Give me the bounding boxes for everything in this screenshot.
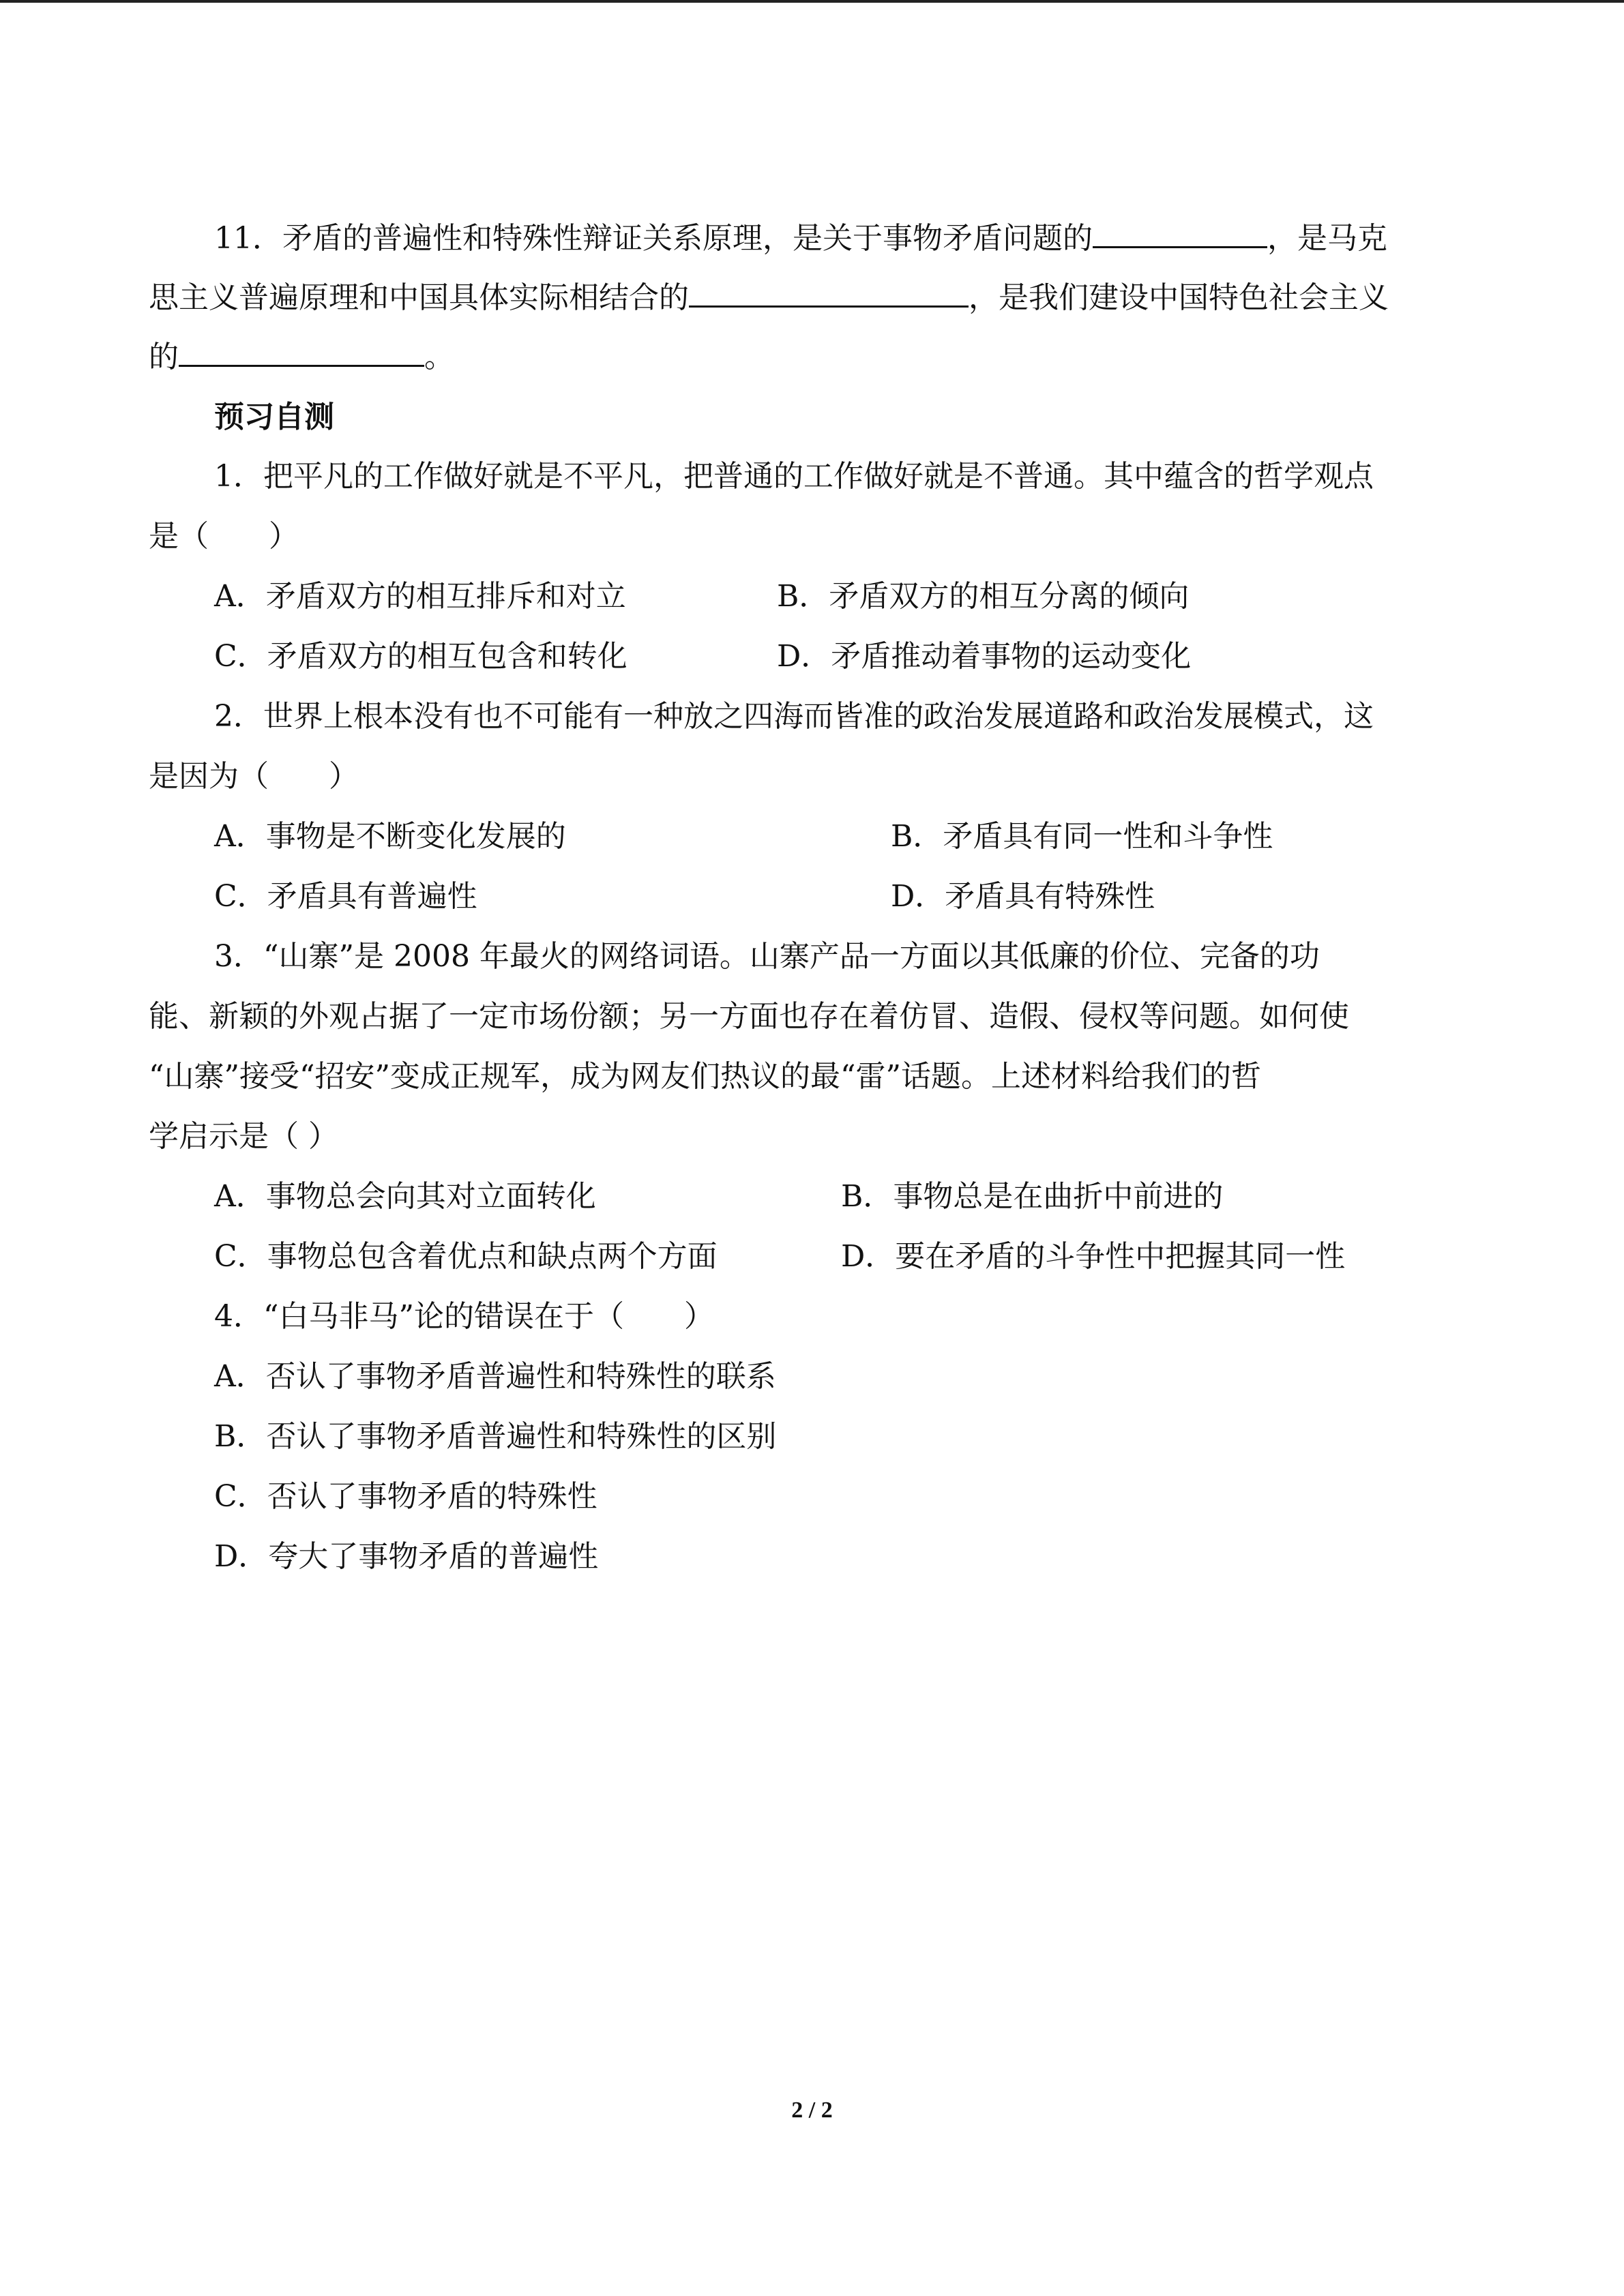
- q2-stem-line-2: 是因为（ ）: [149, 759, 359, 794]
- q3-option-d[interactable]: D．要在矛盾的斗争性中把握其同一性: [841, 1239, 1346, 1274]
- q11-mid1: ，是马克: [1267, 221, 1387, 256]
- q2-option-c[interactable]: C．矛盾具有普遍性: [214, 879, 477, 914]
- q4-stem-line-1: 4．“白马非马”论的错误在于（ ）: [214, 1299, 714, 1334]
- q1-option-c[interactable]: C．矛盾双方的相互包含和转化: [214, 639, 628, 674]
- q3-option-b[interactable]: B．事物总是在曲折中前进的: [841, 1179, 1224, 1214]
- q3-stem-line-1: 3．“山寨”是 2008 年最火的网络词语。山寨产品一方面以其低廉的价位、完备的功: [214, 939, 1320, 974]
- q3-option-c[interactable]: C．事物总包含着优点和缺点两个方面: [214, 1239, 718, 1274]
- q4-option-b[interactable]: B．否认了事物矛盾普遍性和特殊性的区别: [214, 1419, 777, 1454]
- q2-option-a[interactable]: A．事物是不断变化发展的: [214, 819, 566, 854]
- q1-option-d[interactable]: D．矛盾推动着事物的运动变化: [777, 639, 1192, 674]
- q11-prefix: 11．矛盾的普遍性和特殊性辩证关系原理，是关于事物矛盾问题的: [214, 221, 1093, 256]
- q11-blank-3[interactable]: [179, 338, 424, 367]
- q3-stem-line-2: 能、新颖的外观占据了一定市场份额；另一方面也存在着仿冒、造假、侵权等问题。如何使: [149, 999, 1349, 1034]
- q11-mid2: ，是我们建设中国特色社会主义: [969, 280, 1389, 315]
- q11-line3-start: 的: [149, 340, 179, 374]
- q2-option-d[interactable]: D．矛盾具有特殊性: [891, 879, 1155, 914]
- q2-option-b[interactable]: B．矛盾具有同一性和斗争性: [891, 819, 1273, 854]
- q2-stem-line-1: 2．世界上根本没有也不可能有一种放之四海而皆准的政治发展道路和政治发展模式，这: [214, 699, 1374, 734]
- q11-line2-start: 思主义普遍原理和中国具体实际相结合的: [149, 280, 689, 315]
- q3-stem-line-3: “山寨”接受“招安”变成正规军，成为网友们热议的最“雷”话题。上述材料给我们的哲: [149, 1059, 1261, 1094]
- section-title: 预习自测: [214, 400, 334, 434]
- page-number: 2 / 2: [791, 2098, 833, 2123]
- q1-stem-line-1: 1．把平凡的工作做好就是不平凡，把普通的工作做好就是不普通。其中蕴含的哲学观点: [214, 459, 1374, 494]
- q11-blank-1[interactable]: [1093, 219, 1267, 248]
- q11-line-2: [149, 278, 1389, 318]
- q1-option-b[interactable]: B．矛盾双方的相互分离的倾向: [777, 579, 1190, 614]
- q3-option-a[interactable]: A．事物总会向其对立面转化: [214, 1179, 596, 1214]
- q4-option-d[interactable]: D．夸大了事物矛盾的普遍性: [214, 1539, 599, 1574]
- q3-stem-line-4: 学启示是（ ）: [149, 1119, 338, 1154]
- q1-option-a[interactable]: A．矛盾双方的相互排斥和对立: [214, 579, 626, 614]
- q1-stem-line-2: 是（ ）: [149, 519, 299, 554]
- q11-blank-2[interactable]: [689, 278, 969, 308]
- q11-end: 。: [424, 340, 454, 374]
- q11-line-3: [149, 337, 454, 378]
- q4-option-a[interactable]: A．否认了事物矛盾普遍性和特殊性的联系: [214, 1359, 776, 1394]
- q11-line-1: [214, 218, 1387, 259]
- q4-option-c[interactable]: C．否认了事物矛盾的特殊性: [214, 1479, 597, 1514]
